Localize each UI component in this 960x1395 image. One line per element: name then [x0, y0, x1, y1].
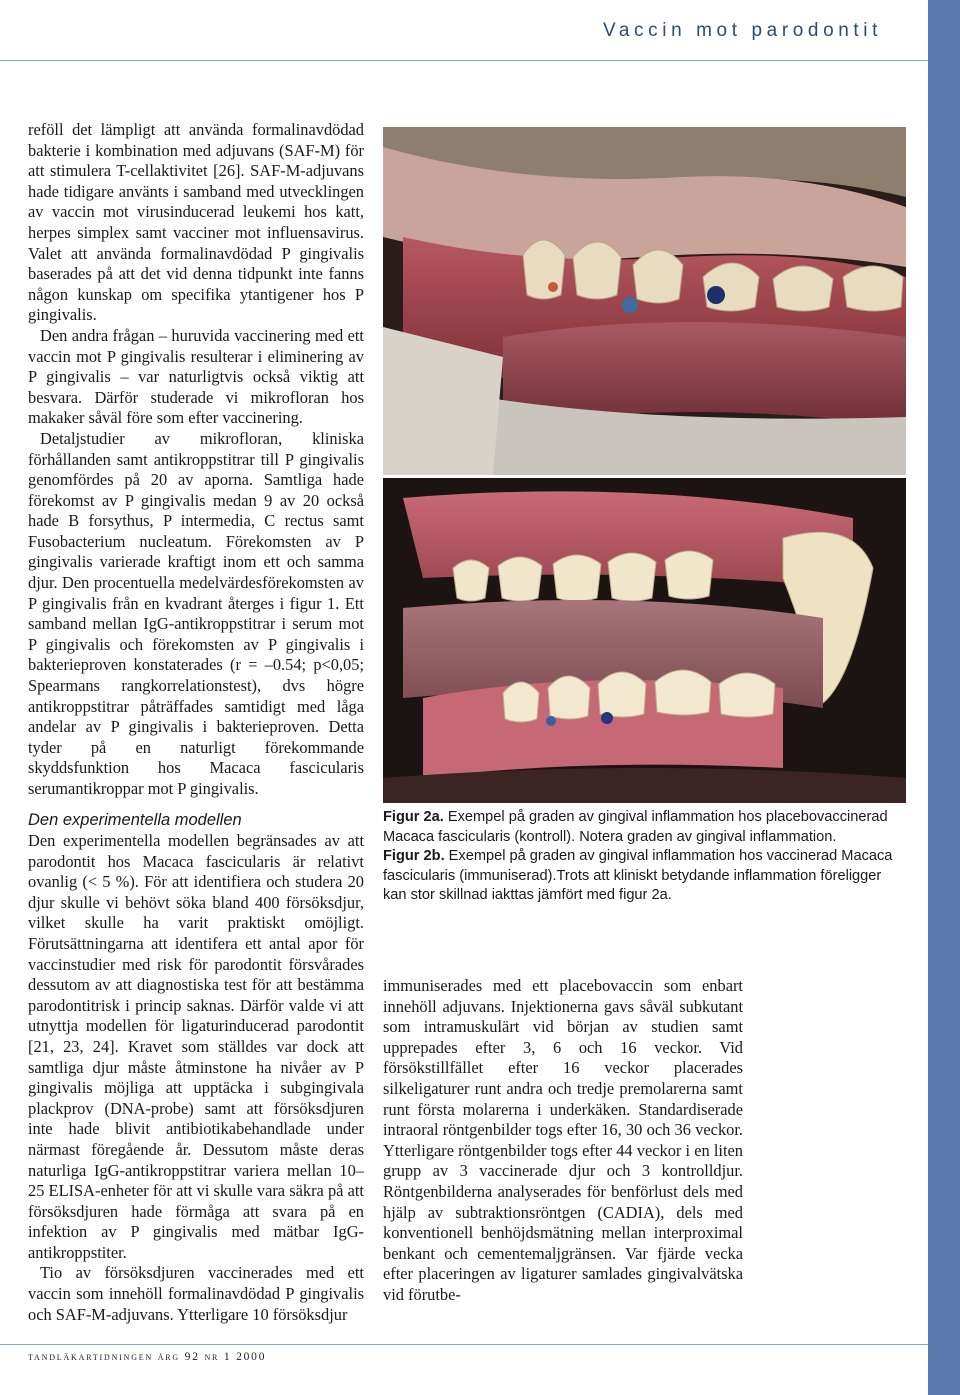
figure-captions: [383, 808, 893, 906]
caption-2b-label: Figur 2b.: [383, 848, 445, 865]
right-column: [383, 976, 743, 1306]
caption-2a-label: Figur 2a.: [383, 809, 444, 825]
running-header: Vaccin mot parodontit: [603, 20, 882, 41]
caption-2b: [383, 847, 893, 906]
figure-2b-photo: [383, 478, 906, 803]
section-heading: Den experimentella modellen: [28, 811, 242, 829]
caption-2a-text: Exempel på graden av gingival inflammation hos placebovaccinerad Macaca fascicularis (kontroll). Notera graden av gingival inflammation.: [383, 809, 888, 845]
paragraph: Tio av försöksdjuren vaccinerades med ett vaccin som innehöll formalinavdödad P gingivalis och SAF-M-adjuvans. Ytterligare 10 försöksdjur: [28, 1263, 364, 1324]
left-column: [28, 120, 364, 800]
figure-2a-photo: [383, 127, 906, 475]
paragraph: Detaljstudier av mikrofloran, kliniska förhållanden samt antikroppstitrar till P gingivalis genomfördes på 20 av aporna. Samtliga hade förekomst av P gingivalis medan 9 av 20 också hade B forsythus, P intermedia, C rectus samt Fusobacterium nucleatum. Förekomsten av P gingivalis varierade kraftigt inom ett och samma djur. Den procentuella medelvärdesförekomsten av P gingivalis från en kvadrant återges i figur 1. Ett samband mellan IgG-antikroppstitrar i serum mot P gingivalis och förekomsten av P gingivalis i bakterieproven konstaterades (r = –0.54; p<0,05; Spearmans rangkorrelationstest), dvs högre antikroppstitrar påträffades samtidigt med låga andelar av P gingivalis i bakterieproven. Detta tyder på en naturligt förekommande skyddsfunktion hos Macaca fascicularis serumantikroppar mot P gingivalis.: [28, 428, 364, 798]
side-accent-bar: [928, 0, 960, 1395]
paragraph: immuniserades med ett placebovaccin som enbart innehöll adjuvans. Injektionerna gavs såväl subkutant som intramuskulärt vid början av studien samt upprepades efter 3, 6 och 16 veckor. Vid försökstillfället efter 16 veckor placerades silkeligaturer runt andra och tredje premolarerna samt runt första molarerna i underkäken. Standardiserade intraoral röntgenbilder togs efter 16, 30 och 36 veckor. Ytterligare röntgenbilder togs efter 44 veckor i en liten grupp av 3 vaccinerade djur och 3 kontrolldjur. Röntgenbilderna analyserades för benförlust dels med hjälp av subtraktionsröntgen (CADIA), dels med konventionell benhöjdsmätning mellan interproximal benkant och cementemaljgränsen. Var fjärde vecka efter placeringen av ligaturer samlades gingivalvätska vid förutbe-: [383, 976, 743, 1304]
caption-2b-text: Exempel på graden av gingival inflammation hos vaccinerad Macaca fascicularis (immuniserad).Trots att kliniskt betydande inflammation föreligger kan stor skillnad iakttas jämfört med figur 2a.: [383, 848, 893, 904]
paragraph: reföll det lämpligt att använda formalinavdödad bakterie i kombination med adjuvans (SAF-M) för att stimulera T-cellaktivitet [26]. SAF-M-adjuvans hade tidigare använts i samband med utvecklingen av vaccin mot virusinducerad leukemi hos katt, herpes simplex samt vacciner mot influensavirus. Valet att använda formalinavdödad P gingivalis baserades på att det vid denna tidpunkt inte fanns någon kunskap om specifika ytantigener hos P gingivalis.: [28, 120, 364, 325]
paragraph: Den andra frågan – huruvida vaccinering med ett vaccin mot P gingivalis resulterar i eliminering av P gingivalis – var naturligtvis också viktig att besvara. Därför studerade vi mikrofloran hos makaker såväl före som efter vaccinering.: [28, 325, 364, 428]
footer: tandläkartidningen årg 92 nr 1 2000: [28, 1351, 267, 1363]
header-rule: [0, 60, 928, 61]
paragraph: Den experimentella modellen begränsades av att parodontit hos Macaca fascicularis är relativt ovanlig (< 5 %). För att identifiera och studera 20 djur skulle vi behövt söka bland 400 försöksdjur, vilket skulle ha varit praktiskt omöjligt. Förutsättningarna att identifera ett antal apor för vaccinstudier med risk för parodontit försvårades dessutom av att diagnostiska test för att bestämma parodontitrisk i princip saknas. Därför valde vi att utnyttja modellen för ligaturinducerad parodontit [21, 23, 24]. Kravet som ställdes var dock att samtliga djur måste åtminstone ha nivåer av P gingivalis möjliga att upptäcka i subgingivala plackprov (DNA-probe) samt att försöksdjuren inte hade blivit antibiotikabehandlade under närmast föregående år. Dessutom måste deras naturliga IgG-antikroppstitrar variera mellan 10–25 ELISA-enheter för att vi skulle vara säkra på att försöksdjuren hade förmåga att svara på en infektion av P gingivalis med mätbar IgG-antikroppstiter.: [28, 831, 364, 1262]
caption-2a: [383, 808, 893, 847]
footer-rule: [0, 1344, 928, 1345]
section-experimental-model: [28, 810, 364, 1325]
